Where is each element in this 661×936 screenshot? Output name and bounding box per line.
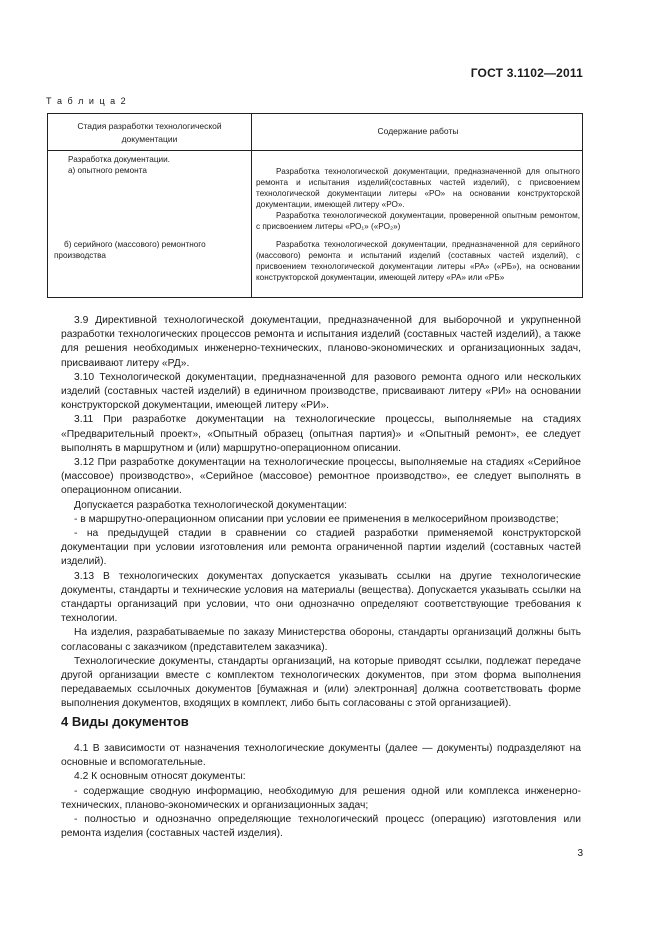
row2-stage-b: б) серийного (массового) ремонтного производства: [54, 240, 206, 260]
row1-stage-title: Разработка документации.: [68, 155, 170, 164]
row1-stage: [48, 154, 248, 176]
row1-stage-a: а) опытного ремонта: [68, 166, 147, 175]
allowed-intro: Допускается разработка технологической документации:: [74, 499, 348, 511]
section-4-heading: 4 Виды документов: [61, 714, 189, 729]
row1-content: [256, 166, 580, 232]
page-number: 3: [577, 848, 583, 859]
allowed-item-2: - на предыдущей стадии в сравнении со стадией разработки применяемой конструкторской документации при условии изготовления или ремонта ограниченной партии изделий (составных частей изделий).: [61, 528, 581, 568]
row2-content-text: Разработка технологической документации, предназначенной для серийного (массового) ремонта и испытаний изделий (составных частей изделий), с присвоением технологической документации литеры «РА» («РБ»), на основании конструкторской документации, имеющей литеру «РА» или «РБ»: [256, 240, 580, 282]
clause-4-2-item-1: - содержащие сводную информацию, необходимую для решения одной или комплекса инженерно-технических, планово-экономических и организационных задач;: [61, 785, 581, 811]
allowed-item-1: - в маршрутно-операционном описании при условии ее применения в мелкосерийном производстве;: [74, 513, 559, 525]
table-header-content: Содержание работы: [377, 126, 459, 136]
table-column-divider: [251, 114, 252, 297]
clauses-4: [61, 742, 581, 841]
transfer-paragraph: Технологические документы, стандарты организаций, на которые приводят ссылки, подлежат передаче другой организации вместе с комплектом технологических документов, при этом форма выполнения передаваемых ссылочных документов [бумажная и (или) электронная] должна соответствовать форме выполнения документов, входящих в комплект, либо быть согласованы с этой организацией).: [61, 655, 581, 710]
clause-3-12: 3.12 При разработке документации на технологические процессы, выполняемые на стадиях «Серийное (массовое) производство», «Серийное (массовое) ремонтное производство», ее следует выполнять в операционном описании.: [61, 457, 581, 497]
standard-header: ГОСТ 3.1102—2011: [470, 66, 583, 80]
clause-3-9: 3.9 Директивной технологической документации, предназначенной для выборочной и укрупненной разработки технологических процессов ремонта и испытания изделий (составных частей изделий), а также для решения необходимых инженерно-технических, планово-экономических и организационных задач, присваивают литеру «РД».: [61, 315, 581, 369]
clause-3-10: 3.10 Технологической документации, предназначенной для разового ремонта одного или нескольких изделий (составных частей изделий) в единичном производстве, присваивают литеру «РИ» на основании конструкторской документации, имеющей литеру «РИ».: [61, 371, 581, 412]
clause-3-11: 3.11 При разработке документации на технологические процессы, выполняемые на стадиях «Предварительный проект», «Опытный образец (опытная партия)» и «Опытный ремонт», ее следует выполнять в маршрутном и (или) маршрутно-операционном описании.: [61, 414, 581, 454]
table-header-stage-line2: документации: [121, 134, 178, 144]
clause-4-1: 4.1 В зависимости от назначения технологические документы (далее — документы) подразделяют на основные и вспомогательные.: [61, 743, 581, 769]
defense-paragraph: На изделия, разрабатываемые по заказу Министерства обороны, стандарты организаций должны быть согласованы с заказчиком (представителем заказчика).: [61, 627, 581, 653]
row2-content: [256, 239, 580, 283]
table-header-divider: [48, 150, 582, 151]
clause-4-2: 4.2 К основным относят документы:: [74, 771, 246, 783]
row2-stage: [54, 239, 246, 261]
stages-table: [47, 113, 583, 298]
row1-content-1: Разработка технологической документации, предназначенной для опытного ремонта и испытания изделий(составных частей изделий), с присвоением технологической документации литеры «РО» на основании конструкторской документации, имеющей литеру «РО».: [256, 167, 580, 209]
table-header-stage-line1: Стадия разработки технологической: [77, 121, 222, 131]
table-caption: Т а б л и ц а 2: [46, 96, 128, 106]
table-header-stage: [48, 120, 251, 146]
clause-3-13: 3.13 В технологических документах допускается указывать ссылки на другие технологические документы, стандарты и технические условия на материалы (вещества). Допускается указывать ссылки на стандарты организаций при условии, что они однозначно определяют соответствующие требования к технологии.: [61, 570, 581, 625]
clauses-3: [61, 314, 581, 712]
row1-content-2: Разработка технологической документации, проверенной опытным ремонтом, с присвоением литеры «РО₁» («РО₂»): [256, 211, 580, 231]
clause-4-2-item-2: - полностью и однозначно определяющие технологический процесс (операцию) изготовления или ремонта изделия (составных частей изделия).: [61, 814, 581, 840]
